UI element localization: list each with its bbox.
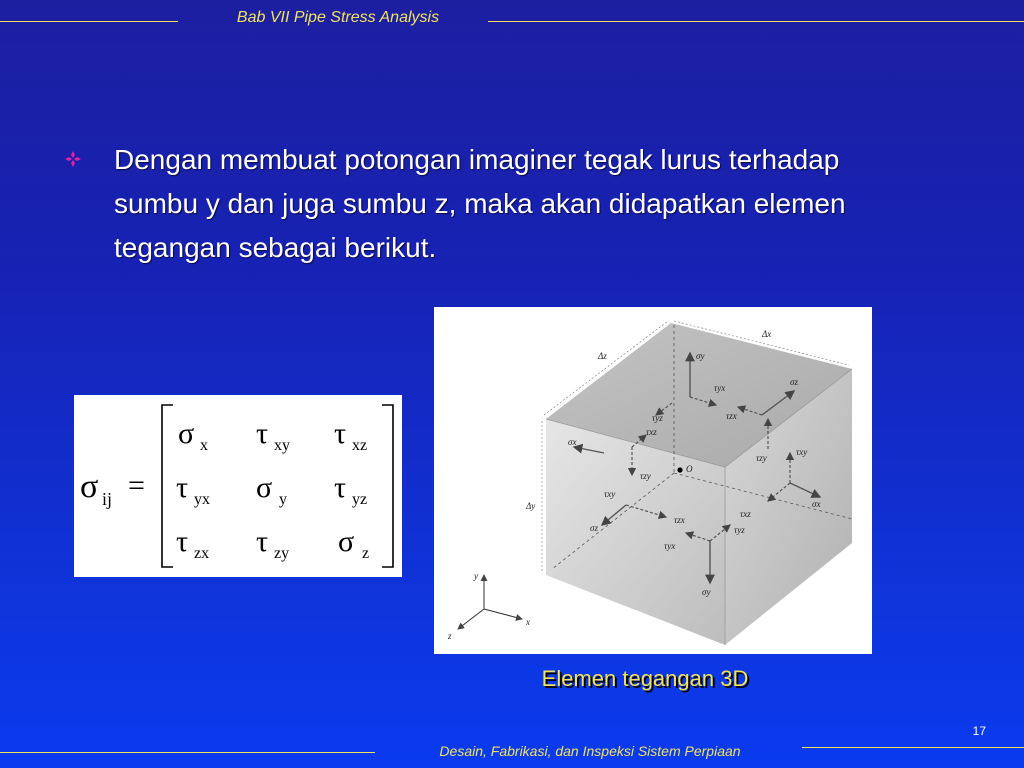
matrix-cell-3-1-sub: zx [194, 545, 210, 562]
label-sy-bottom: σy [702, 587, 711, 597]
footer-rule-left [0, 752, 375, 753]
stress-matrix [74, 395, 402, 577]
label-tyz-top: τyz [652, 413, 663, 423]
footer-text: Desain, Fabrikasi, dan Inspeksi Sistem Perpiaan [439, 743, 741, 759]
header-title: Bab VII Pipe Stress Analysis [236, 9, 440, 26]
label-tzy-left: τzy [640, 471, 651, 481]
label-tyx-top: τyx [714, 383, 726, 393]
label-txz-front: τxz [740, 509, 751, 519]
ref-axis-x [484, 609, 522, 619]
header-rule-right [488, 21, 1024, 22]
matrix-cell-3-3-sub: z [362, 545, 370, 562]
label-dx: Δx [762, 329, 772, 339]
figure-caption: Elemen tegangan 3D [541, 666, 749, 691]
matrix-lhs-sub: ij [102, 489, 113, 509]
label-sy-top: σy [696, 351, 705, 361]
matrix-cell-1-2-sub: xy [274, 437, 290, 454]
matrix-left-bracket [162, 405, 173, 567]
label-tyz-front: τyz [734, 525, 745, 535]
label-sx-left: σx [568, 437, 577, 447]
ref-axis-z-label: z [448, 631, 452, 641]
label-origin: O [686, 464, 693, 474]
ref-axis-y-label: y [474, 571, 478, 581]
matrix-cell-1-1-sub: x [200, 437, 208, 454]
matrix-cell-3-3-sym: σ [338, 525, 355, 558]
label-tzx-top: τzx [726, 411, 737, 421]
label-dz: Δz [598, 351, 607, 361]
label-tyx-bottom: τyx [664, 541, 676, 551]
stress-element-figure [434, 307, 872, 654]
label-sx-right: σx [812, 499, 821, 509]
matrix-right-bracket [382, 405, 393, 567]
matrix-cell-1-3-sym: τ [334, 417, 347, 450]
label-tzx-front: τzx [674, 515, 685, 525]
matrix-lhs-symbol: σ [80, 468, 99, 505]
label-txy-right: τxy [796, 447, 808, 457]
ref-axis-x-label: x [526, 617, 530, 627]
bullet-text: Dengan membuat potongan imaginer tegak lurus terhadap sumbu y dan juga sumbu z, maka akan didapatkan elemen tegangan sebagai berikut. [114, 144, 846, 263]
matrix-cell-2-1-sym: τ [176, 471, 189, 504]
matrix-cell-2-3-sub: yz [352, 491, 368, 508]
origin-point [677, 467, 682, 472]
matrix-cell-2-2-sub: y [279, 491, 287, 508]
diamond-bullet-icon [64, 150, 82, 168]
ref-axis-z [458, 609, 484, 629]
matrix-equals: = [128, 469, 145, 502]
matrix-cell-2-2-sym: σ [256, 471, 273, 504]
matrix-cell-2-3-sym: τ [334, 471, 347, 504]
label-sz-front: σz [590, 523, 598, 533]
label-dy: Δy [526, 501, 536, 511]
matrix-cell-2-1-sub: yx [194, 491, 210, 508]
matrix-cell-1-3-sub: xz [352, 437, 368, 454]
matrix-cell-3-1-sym: τ [176, 525, 189, 558]
matrix-cell-1-2-sym: τ [256, 417, 269, 450]
footer-rule-right [802, 747, 1024, 748]
page-number: 17 [972, 724, 986, 738]
label-txz-top: τxz [646, 427, 657, 437]
matrix-cell-3-2-sub: zy [274, 545, 290, 562]
label-sz-top: σz [790, 377, 798, 387]
matrix-cell-3-2-sym: τ [256, 525, 269, 558]
header-rule-left [0, 21, 178, 22]
matrix-cell-1-1-sym: σ [178, 417, 195, 450]
label-tzy-right: τzy [756, 453, 767, 463]
label-txy-left: τxy [604, 489, 616, 499]
